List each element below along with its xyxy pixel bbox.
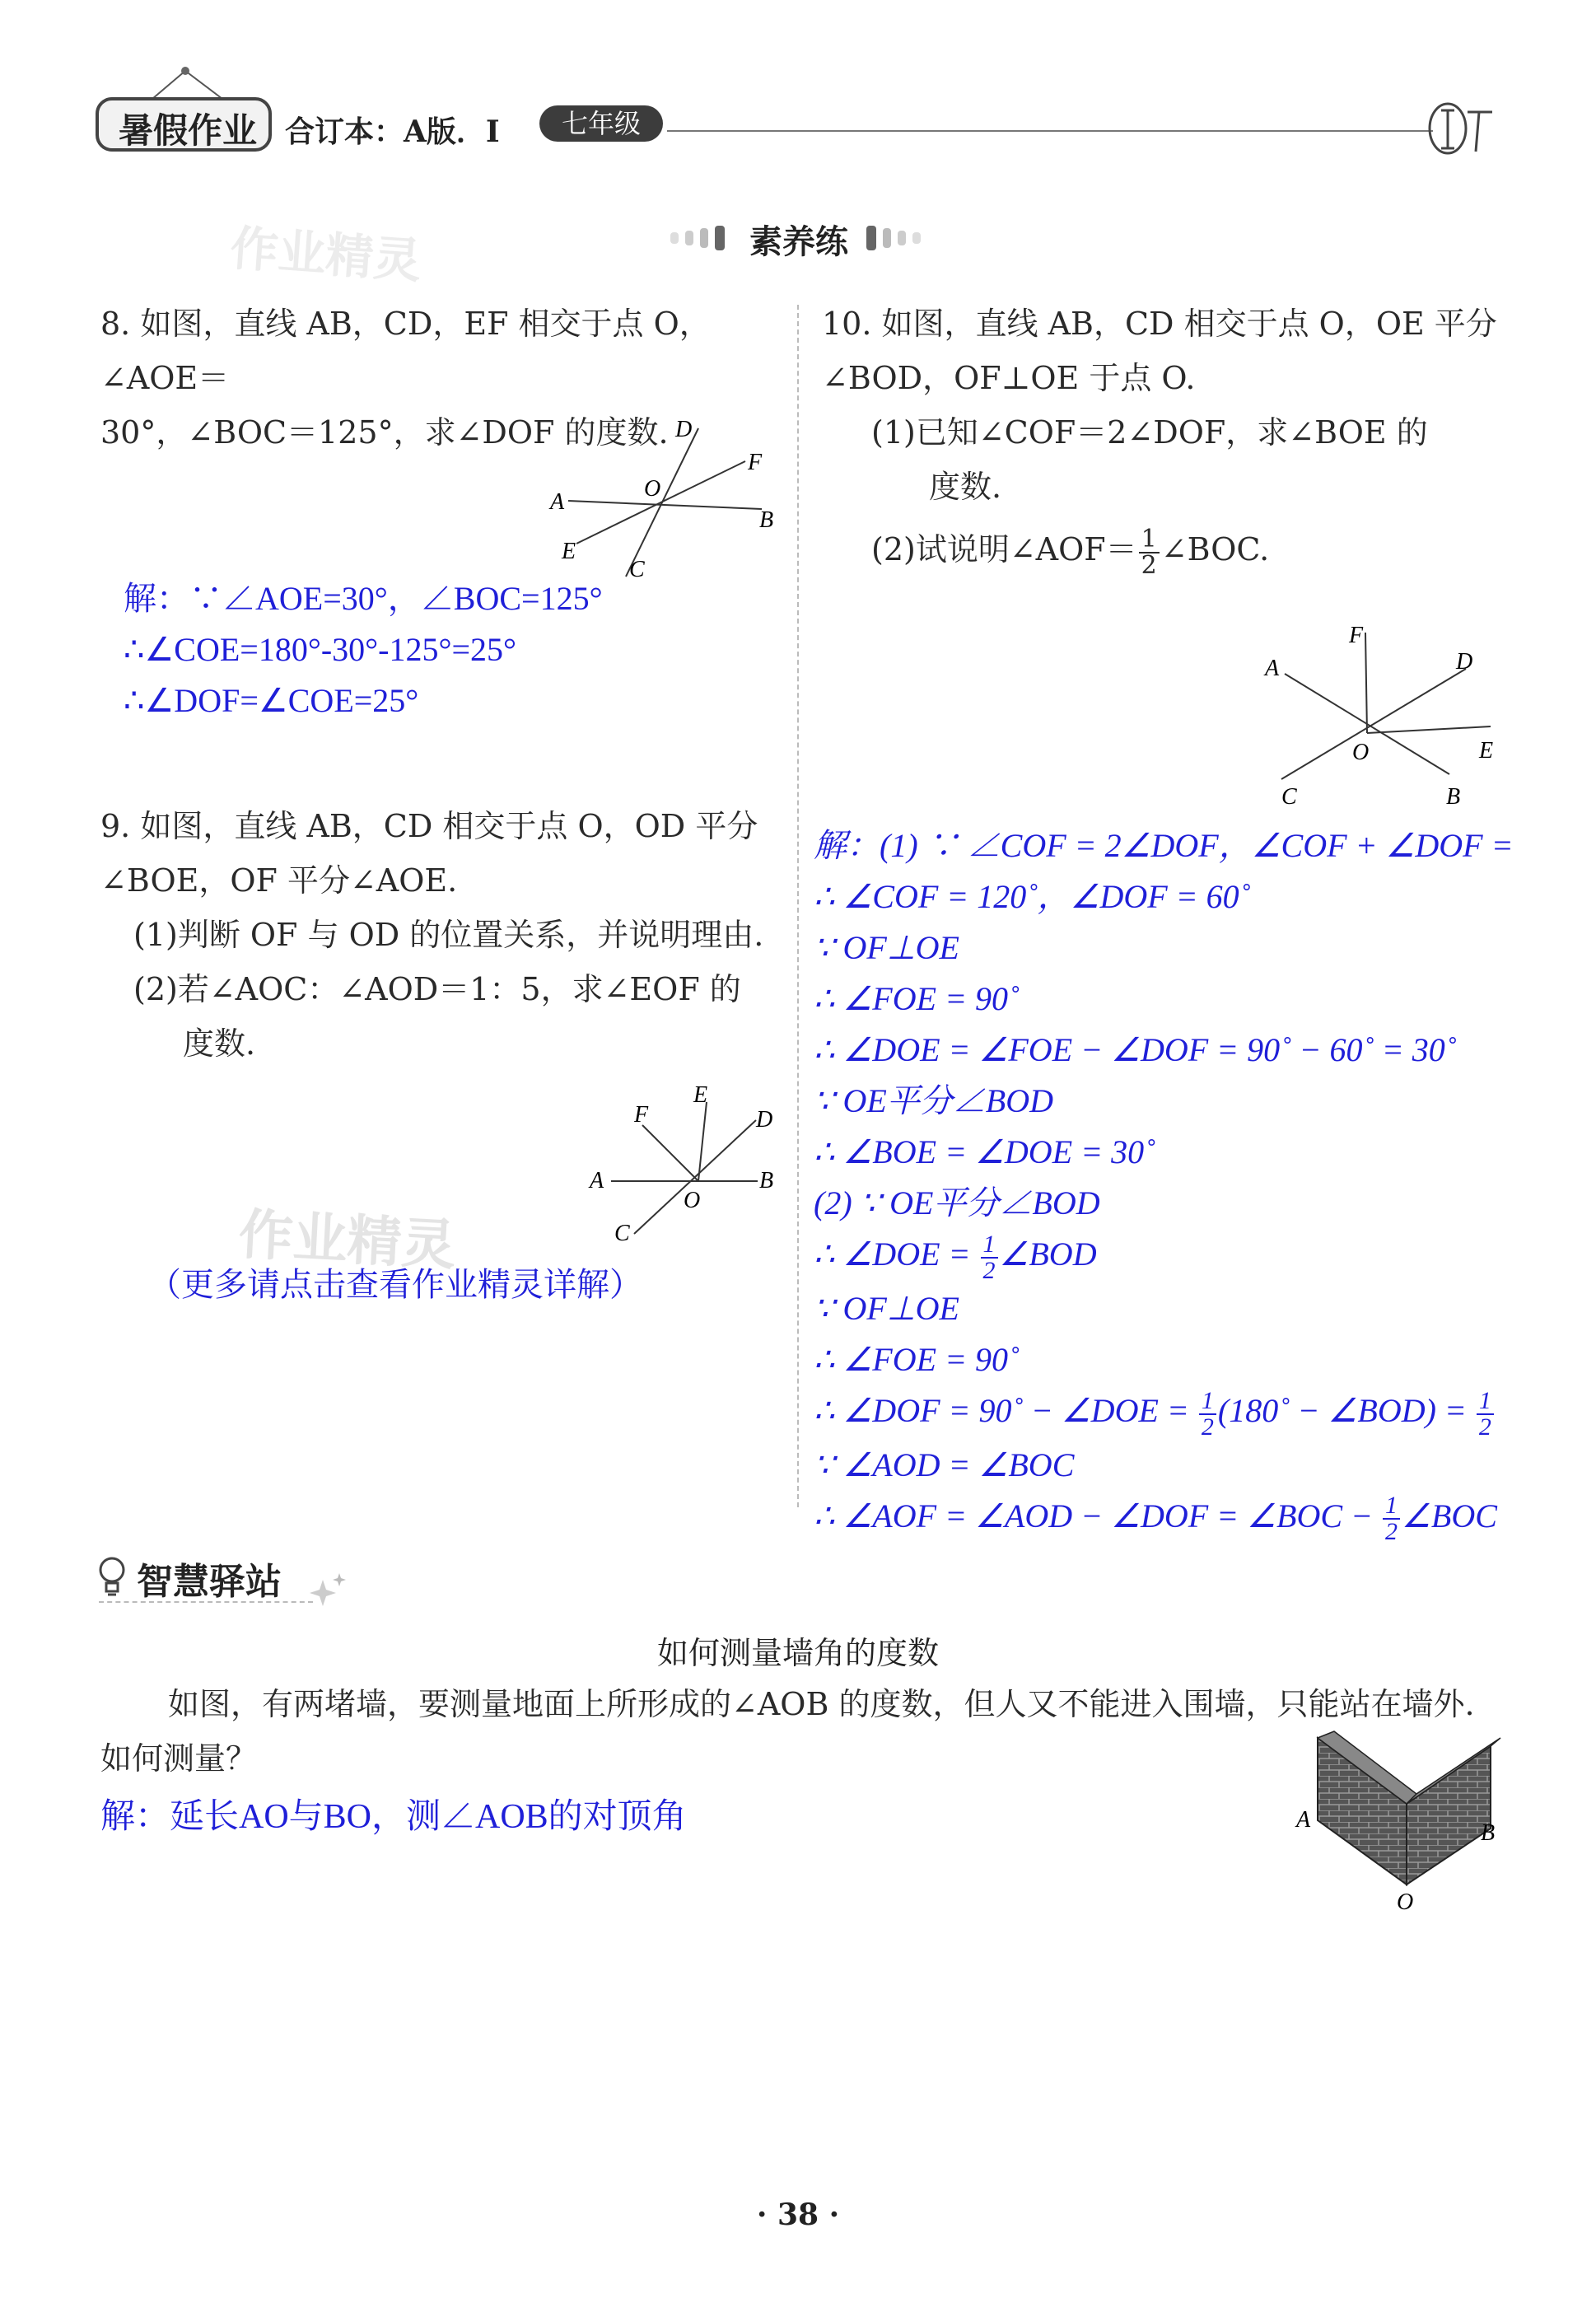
q9-text [100,799,784,1071]
q10-ans-10: ∵ OF⊥OE [814,1289,959,1327]
q9-label-b: B [759,1168,774,1193]
q10-line2: ∠BOD，OF⊥OE 于点 O. [822,360,1196,396]
q8-ans-line3: ∴∠DOF=∠COE=25° [124,682,419,719]
q8-answer [124,573,782,726]
watermark-middle: 作业精灵 [236,1203,458,1277]
q10-answer [814,820,1588,1544]
q9-label-f: F [634,1102,649,1128]
q10-text [822,297,1563,578]
left-dots-icon [667,224,741,252]
header [91,66,1507,156]
q8-figure [544,412,791,585]
q9-label-o: O [684,1188,701,1213]
q8-label-o: O [644,476,661,502]
q10-line5-b: ∠BOC. [1160,531,1270,567]
right-dots-icon [863,224,937,252]
wisdom-heading: 智慧驿站 [137,1561,282,1603]
q8-line1: 8. 如图，直线 AB，CD，EF 相交于点 O，∠AOE＝ [100,306,711,396]
q10-line4: 度数. [929,469,1002,505]
book-logo: 暑假作业 [118,110,257,151]
q8-label-e: E [562,539,576,564]
q10-ans-7: ∴ ∠BOE = ∠DOE = 30˚ [814,1133,1155,1170]
q9-label-a: A [590,1168,604,1193]
q10-figure [1252,618,1524,815]
q10-ans-3: ∵ OF⊥OE [814,929,959,966]
page-number: · 38 · [756,2198,840,2232]
q10-half-fraction: $\frac{1}{2}$ [1139,527,1160,578]
q9-label-c: C [614,1221,630,1244]
q10-label-c: C [1281,784,1297,810]
wisdom-answer: 解：延长AO与BO，测∠AOB的对顶角 [100,1798,687,1836]
q10-ans-8: (2) ∵ OE平分∠BOD [814,1184,1100,1221]
more-details-link[interactable]: （更多请点击查看作业精灵详解） [148,1266,642,1304]
wall-corner-figure [1285,1730,1515,1919]
q10-line5-a: (2)试说明∠AOF＝ [871,531,1137,567]
lightbulb-icon [96,1555,128,1598]
wall-label-a: A [1296,1807,1311,1833]
q8-label-b: B [759,507,774,533]
q10-ans-4: ∴ ∠FOE = 90˚ [814,980,1020,1017]
q10-ans-12: ∴ ∠DOF = 90˚ − ∠DOE = $\frac{1}{2}$ (180˚ − ∠BOD) = $\frac{1}{2}$ [814,1385,1588,1440]
edition-label: 合订本：A版．I [285,114,500,149]
q10-ans-9: ∴ ∠DOE = $\frac{1}{2}$ ∠BOD [814,1230,1097,1284]
wisdom-title: 如何测量墙角的度数 [656,1635,939,1671]
header-rule [667,130,1433,132]
q9-line1: 9. 如图，直线 AB，CD 相交于点 O，OD 平分 [100,808,758,844]
q9-line3: (1)判断 OF 与 OD 的位置关系，并说明理由. [133,917,764,953]
q10-line5 [822,522,1563,578]
q8-ans-line1: 解：∵∠AOE=30°，∠BOC=125° [124,580,603,617]
q10-ans-6: ∵ OE平分∠BOD [814,1082,1053,1119]
q10-label-o: O [1352,740,1370,765]
q8-label-f: F [748,450,763,475]
wisdom-line2: 如何测量？ [100,1740,258,1777]
fraction-half: $\frac{1}{2}$ [1199,1389,1216,1440]
section-title-bar [642,216,972,259]
fraction-half: $\frac{1}{2}$ [1383,1493,1400,1544]
q8-label-c: C [629,557,645,582]
fraction-half: $\frac{1}{2}$ [981,1232,998,1283]
q10-label-e: E [1479,738,1494,764]
q9-figure [585,1079,791,1244]
q8-ans-line2: ∴∠COE=180°-30°-125°=25° [124,631,517,668]
q10-ans-14: ∴ ∠AOF = ∠AOD − ∠DOF = ∠BOC − $\frac{1}{2}$ ∠BOC [814,1492,1497,1545]
q10-ans-11: ∴ ∠FOE = 90˚ [814,1340,1020,1378]
wall-label-b: B [1481,1820,1496,1846]
q10-ans-5: ∴ ∠DOE = ∠FOE − ∠DOF = 90˚ − 60˚ = 30˚ [814,1031,1457,1068]
grade-badge: 七年级 [539,105,663,142]
q10-line1: 10. 如图，直线 AB，CD 相交于点 O，OE 平分 [822,306,1497,342]
q10-label-f: F [1349,623,1364,648]
column-divider [797,305,799,1507]
q9-label-d: D [756,1107,773,1133]
section-title: 素养练 [749,223,848,261]
q10-label-a: A [1265,656,1280,681]
q10-label-d: D [1456,649,1473,675]
q10-ans-13: ∵ ∠AOD = ∠BOC [814,1446,1075,1483]
q8-label-a: A [550,489,565,515]
decorative-scribble-icon [1425,94,1499,160]
q9-line4: (2)若∠AOC：∠AOD＝1：5，求∠EOF 的 [133,971,741,1007]
wall-label-o: O [1397,1889,1414,1915]
q10-line3: (1)已知∠COF＝2∠DOF，求∠BOE 的 [871,414,1428,451]
q9-label-e: E [693,1082,708,1108]
q10-label-b: B [1446,784,1461,810]
watermark-top: 作业精灵 [228,219,423,289]
q9-line5: 度数. [183,1025,256,1062]
q10-ans-1: 解：(1) ∵ ∠COF = 2∠DOF，∠COF + ∠DOF = [814,827,1514,864]
wisdom-underline [99,1601,313,1603]
fraction-half: $\frac{1}{2}$ [1477,1389,1494,1440]
wisdom-line1: 如图，有两堵墙，要测量地面上所形成的∠AOB 的度数，但人又不能进入围墙，只能站在墙外. [168,1686,1475,1722]
q9-line2: ∠BOE，OF 平分∠AOE. [100,862,458,899]
q10-ans-2: ∴ ∠COF = 120˚，∠DOF = 60˚ [814,878,1250,915]
q8-label-d: D [675,417,693,442]
q8-line2: 30°，∠BOC＝125°，求∠DOF 的度数. [100,414,669,451]
